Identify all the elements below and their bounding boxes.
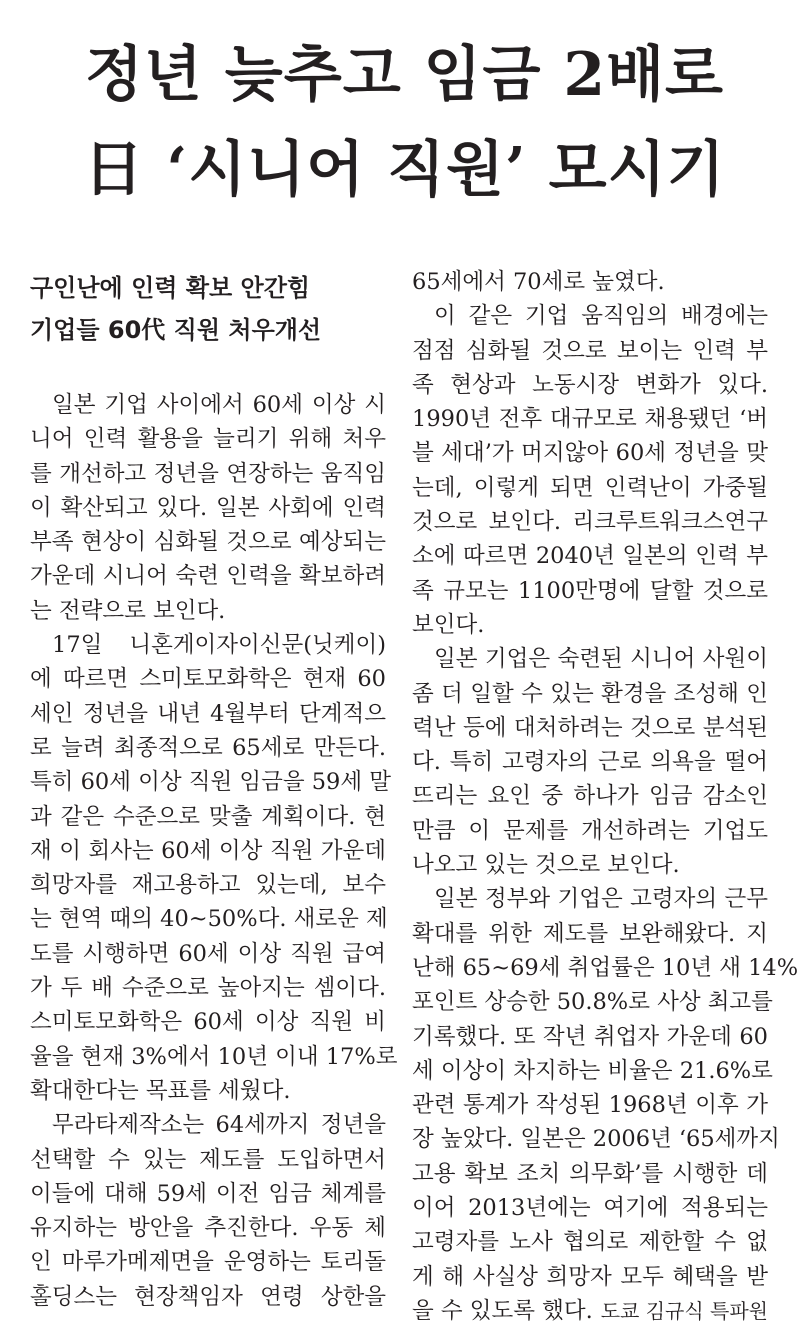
body-text-line: 가운데 시니어 숙련 인력을 확보하려 [30,563,386,590]
body-text-line: 스미토모화학은 60세 이상 직원 비 [30,1009,386,1036]
body-text-line: 소에 따르면 2040년 일본의 인력 부 [412,543,768,570]
subheadline-line-1: 구인난에 인력 확보 안간힘 [30,274,311,302]
body-text-line: 일본 기업은 숙련된 시니어 사원이 [434,646,768,673]
body-text-line: 난해 65~69세 취업률은 10년 새 14% [412,954,799,981]
body-text-line: 확대한다는 목표를 세웠다. [30,1077,291,1104]
article-body-right-column [412,265,799,1328]
body-text-line: 확대를 위한 제도를 보완해왔다. 지 [412,920,768,947]
body-text-line: 특히 60세 이상 직원 임금을 59세 말 [30,769,391,796]
subheadline-line-2: 기업들 60代 직원 처우개선 [30,316,322,344]
body-text-line: 세인 정년을 내년 4월부터 단계적으 [30,700,386,727]
article-body-left-column [30,388,398,1314]
body-text-line: 유지하는 방안을 추진한다. 우동 체 [30,1215,386,1242]
body-text-line: 홀딩스는 현장책임자 연령 상한을 [30,1283,386,1310]
body-text-line: 니어 인력 활용을 늘리기 위해 처우 [30,426,386,453]
byline: 도쿄 김규식 특파원 [600,1298,768,1323]
body-text-line: 선택할 수 있는 제도를 도입하면서 [30,1146,386,1173]
body-text-line: 1990년 전후 대규모로 채용됐던 ‘버 [412,406,768,433]
headline-line-1: 정년 늦추고 임금 2배로 [84,40,725,110]
body-text-line: 희망자를 재고용하고 있는데, 보수 [30,872,386,899]
body-text-line: 과 같은 수준으로 맞출 계획이다. 현 [30,803,386,830]
body-text-line: 포인트 상승한 50.8%로 사상 최고를 [412,989,773,1016]
body-text-line: 보인다. [412,611,485,638]
body-text-line: 무라타제작소는 64세까지 정년을 [52,1112,386,1139]
body-text-line: 것으로 보인다. 리크루트워크스연구 [412,509,768,536]
body-text-line: 인 마루가메제면을 운영하는 토리돌 [30,1249,386,1276]
headline-line-2: 日 ‘시니어 직원’ 모시기 [83,135,726,205]
body-text-line: 나오고 있는 것으로 보인다. [412,852,680,879]
body-text-line: 는 현역 때의 40~50%다. 새로운 제 [30,906,388,933]
body-text-line: 력난 등에 대처하려는 것으로 분석된 [412,714,768,741]
body-text-line: 65세에서 70세로 높였다. [412,269,665,295]
body-text-line: 를 개선하고 정년을 연장하는 움직임 [30,460,386,487]
body-text-line: 가 두 배 수준으로 높아지는 셈이다. [30,975,386,1002]
body-text-line: 게 해 사실상 희망자 모두 혜택을 받 [412,1263,768,1290]
body-text-line: 좀 더 일할 수 있는 환경을 조성해 인 [412,680,768,707]
body-text-line: 에 따르면 스미토모화학은 현재 60 [30,666,386,693]
body-text-line: 부족 현상이 심화될 것으로 예상되는 [30,529,386,556]
body-text-line: 기록했다. 또 작년 취업자 가운데 60 [412,1023,768,1050]
body-text-line: 로 늘려 최종적으로 65세로 만든다. [30,734,386,761]
body-text-line: 뜨리는 요인 중 하나가 임금 감소인 [412,783,768,810]
body-text-line: 재 이 회사는 60세 이상 직원 가운데 [30,837,386,864]
body-text-line: 이어 2013년에는 여기에 적용되는 [412,1195,768,1222]
body-text-line: 고용 확보 조치 의무화’를 시행한 데 [412,1160,768,1187]
body-text-line: 고령자를 노사 협의로 제한할 수 없 [412,1229,768,1256]
body-text-line: 족 현상과 노동시장 변화가 있다. [412,371,768,398]
body-text-line: 관련 통계가 작성된 1968년 이후 가 [412,1092,768,1119]
body-text-line: 다. 특히 고령자의 근로 의욕을 떨어 [412,749,768,776]
body-text-line: 율을 현재 3%에서 10년 이내 17%로 [30,1043,398,1070]
body-text-line: 점점 심화될 것으로 보이는 인력 부 [412,337,768,364]
body-text-line: 세 이상이 차지하는 비율은 21.6%로 [412,1057,773,1084]
body-text-line: 는 전략으로 보인다. [30,597,226,624]
body-text-line: 일본 정부와 기업은 고령자의 근무 [434,886,768,913]
body-text-line: 도를 시행하면 60세 이상 직원 급여 [30,940,386,967]
body-text-line: 도쿄 김규식 특파원 을 수 있도록 했다. [412,1294,768,1328]
body-text-line: 장 높았다. 일본은 2006년 ‘65세까지 [412,1126,780,1153]
body-text-line: 는데, 이렇게 되면 인력난이 가중될 [412,474,768,501]
body-text-line: 이 같은 기업 움직임의 배경에는 [434,303,768,330]
body-text-line: 블 세대’가 머지않아 60세 정년을 맞 [412,440,768,467]
body-text-line: 일본 기업 사이에서 60세 이상 시 [52,392,386,418]
body-text-line: 이 확산되고 있다. 일본 사회에 인력 [30,494,386,521]
body-text-line: 이들에 대해 59세 이전 임금 체계를 [30,1180,386,1207]
body-text-line: 족 규모는 1100만명에 달할 것으로 [412,577,768,604]
body-text-line: 17일 니혼게이자이신문(닛케이) [52,632,386,659]
body-text-line: 만큼 이 문제를 개선하려는 기업도 [412,817,768,844]
